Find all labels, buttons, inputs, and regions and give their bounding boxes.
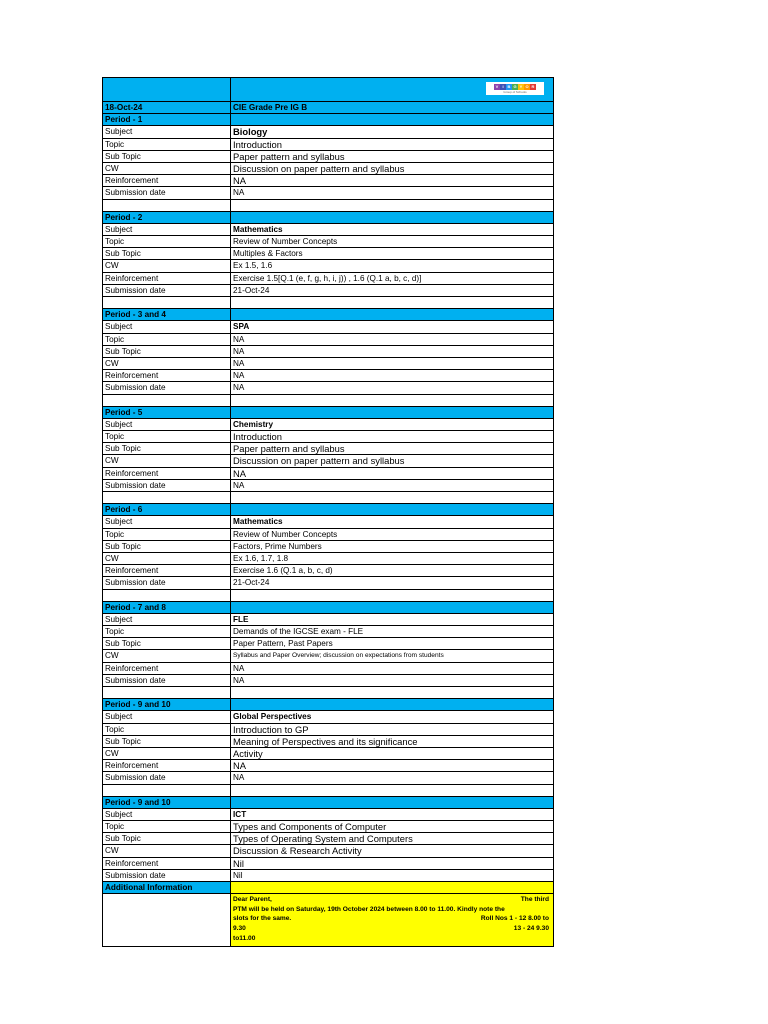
logo-letter: G [513, 83, 517, 89]
submission-value: 21-Oct-24 [230, 285, 554, 297]
period-submission-row [102, 285, 554, 297]
topic-value: Introduction to GP [230, 724, 554, 736]
submission-label: Submission date [102, 675, 230, 687]
submission-value: NA [230, 772, 554, 784]
sub-topic-value: Factors, Prime Numbers [230, 541, 554, 553]
sub-topic-value: NA [230, 346, 554, 358]
spacer-row [102, 687, 554, 699]
period-topic-row [102, 431, 554, 443]
reinforcement-value: NA [230, 370, 554, 382]
period-reinforcement-row [102, 175, 554, 187]
period-header-blank [230, 504, 554, 516]
subject-label: Subject [102, 419, 230, 431]
period-cw-row [102, 163, 554, 175]
cw-label: CW [102, 455, 230, 467]
period-sub-topic-row [102, 736, 554, 748]
period-header-blank [230, 797, 554, 809]
period-subject-row [102, 419, 554, 431]
subject-label: Subject [102, 711, 230, 723]
reinforcement-label: Reinforcement [102, 663, 230, 675]
submission-label: Submission date [102, 382, 230, 394]
submission-value: NA [230, 675, 554, 687]
spacer-row [102, 297, 554, 309]
ai-line3-right: Roll Nos 1 - 12 8.00 to [480, 915, 549, 923]
cw-value: Discussion on paper pattern and syllabus [230, 163, 554, 175]
period-title: Period - 9 and 10 [102, 797, 230, 809]
topic-label: Topic [102, 334, 230, 346]
period-title: Period - 5 [102, 407, 230, 419]
topic-label: Topic [102, 139, 230, 151]
sub-topic-value: Types of Operating System and Computers [230, 833, 554, 845]
period-sub-topic-row [102, 833, 554, 845]
period-cw-row [102, 553, 554, 565]
topic-value: Demands of the IGCSE exam - FLE [230, 626, 554, 638]
spacer-cell [230, 687, 554, 699]
school-logo [486, 82, 544, 95]
period-submission-row [102, 480, 554, 492]
logo-letter: O [525, 83, 529, 89]
reinforcement-label: Reinforcement [102, 760, 230, 772]
sub-topic-value: Paper Pattern, Past Papers [230, 638, 554, 650]
cw-label: CW [102, 163, 230, 175]
spacer-row [102, 200, 554, 212]
period-header-blank [230, 602, 554, 614]
additional-info-row [102, 894, 554, 947]
sub-topic-value: Meaning of Perspectives and its significance [230, 736, 554, 748]
submission-value: 21-Oct-24 [230, 577, 554, 589]
subject-value: Global Perspectives [230, 711, 554, 723]
period-reinforcement-row [102, 273, 554, 285]
sub-topic-label: Sub Topic [102, 833, 230, 845]
header-blank-cell [102, 77, 230, 102]
spacer-cell [102, 687, 230, 699]
period-sub-topic-row [102, 151, 554, 163]
period-reinforcement-row [102, 468, 554, 480]
ai-line2: PTM will be held on Saturday, 19th October 2024 between 8.00 to 11.00. Kindly note the [233, 905, 505, 913]
period-cw-row [102, 845, 554, 857]
period-subject-row [102, 126, 554, 138]
cw-value: NA [230, 358, 554, 370]
period-subject-row [102, 711, 554, 723]
period-cw-row [102, 358, 554, 370]
period-subject-row [102, 614, 554, 626]
reinforcement-value: Exercise 1.6 (Q.1 a, b, c, d) [230, 565, 554, 577]
header-logo-cell [230, 77, 554, 102]
period-submission-row [102, 772, 554, 784]
grade-cell: CIE Grade Pre IG B [230, 102, 554, 114]
additional-info-label: Additional Information [102, 882, 230, 894]
sub-topic-value: Paper pattern and syllabus [230, 151, 554, 163]
topic-value: Introduction [230, 431, 554, 443]
cw-value: Discussion on paper pattern and syllabus [230, 455, 554, 467]
spacer-cell [230, 200, 554, 212]
period-sub-topic-row [102, 541, 554, 553]
spacer-row [102, 395, 554, 407]
sub-topic-label: Sub Topic [102, 248, 230, 260]
period-cw-row [102, 650, 554, 662]
additional-info-text [230, 894, 554, 947]
period-header-row [102, 212, 554, 224]
period-header-row [102, 407, 554, 419]
reinforcement-value: Exercise 1.5[Q.1 (e, f, g, h, i, j)) , 1.6 (Q.1 a, b, c, d)] [230, 273, 554, 285]
cw-value: Syllabus and Paper Overview; discussion on expectations from students [230, 650, 554, 662]
period-topic-row [102, 529, 554, 541]
period-title: Period - 3 and 4 [102, 309, 230, 321]
period-cw-row [102, 748, 554, 760]
period-header-blank [230, 699, 554, 711]
period-sub-topic-row [102, 346, 554, 358]
topic-label: Topic [102, 236, 230, 248]
submission-value: Nil [230, 870, 554, 882]
subject-value: Mathematics [230, 516, 554, 528]
topic-label: Topic [102, 529, 230, 541]
topic-value: Review of Number Concepts [230, 529, 554, 541]
period-subject-row [102, 809, 554, 821]
ai-line1-left: Dear Parent, [233, 896, 272, 904]
topic-value: NA [230, 334, 554, 346]
subject-value: Chemistry [230, 419, 554, 431]
submission-value: NA [230, 382, 554, 394]
topic-label: Topic [102, 431, 230, 443]
submission-label: Submission date [102, 772, 230, 784]
period-topic-row [102, 139, 554, 151]
period-submission-row [102, 870, 554, 882]
reinforcement-value: NA [230, 468, 554, 480]
period-topic-row [102, 821, 554, 833]
period-sub-topic-row [102, 248, 554, 260]
cw-label: CW [102, 845, 230, 857]
period-submission-row [102, 577, 554, 589]
period-header-row [102, 504, 554, 516]
sub-topic-label: Sub Topic [102, 443, 230, 455]
reinforcement-label: Reinforcement [102, 273, 230, 285]
period-reinforcement-row [102, 858, 554, 870]
subject-value: SPA [230, 321, 554, 333]
reinforcement-value: NA [230, 175, 554, 187]
period-header-row [102, 309, 554, 321]
period-title: Period - 2 [102, 212, 230, 224]
sub-topic-value: Paper pattern and syllabus [230, 443, 554, 455]
period-cw-row [102, 455, 554, 467]
period-sub-topic-row [102, 638, 554, 650]
period-submission-row [102, 382, 554, 394]
cw-value: Activity [230, 748, 554, 760]
period-cw-row [102, 260, 554, 272]
reinforcement-label: Reinforcement [102, 565, 230, 577]
period-topic-row [102, 236, 554, 248]
period-header-row [102, 114, 554, 126]
spacer-cell [230, 297, 554, 309]
spacer-row [102, 785, 554, 797]
lesson-plan-sheet [102, 77, 554, 947]
period-topic-row [102, 626, 554, 638]
subject-label: Subject [102, 809, 230, 821]
topic-label: Topic [102, 821, 230, 833]
date-cell: 18-Oct-24 [102, 102, 230, 114]
spacer-cell [102, 395, 230, 407]
spacer-cell [102, 590, 230, 602]
sub-topic-value: Multiples & Factors [230, 248, 554, 260]
sub-topic-label: Sub Topic [102, 638, 230, 650]
reinforcement-value: NA [230, 760, 554, 772]
topic-value: Review of Number Concepts [230, 236, 554, 248]
cw-label: CW [102, 748, 230, 760]
period-topic-row [102, 724, 554, 736]
topic-value: Types and Components of Computer [230, 821, 554, 833]
period-title: Period - 1 [102, 114, 230, 126]
sub-topic-label: Sub Topic [102, 736, 230, 748]
cw-value: Discussion & Research Activity [230, 845, 554, 857]
period-header-blank [230, 309, 554, 321]
periods-container [102, 114, 554, 882]
period-topic-row [102, 334, 554, 346]
cw-value: Ex 1.6, 1.7, 1.8 [230, 553, 554, 565]
cw-label: CW [102, 553, 230, 565]
spacer-cell [102, 297, 230, 309]
period-submission-row [102, 675, 554, 687]
logo-letter: R [531, 83, 535, 89]
period-sub-topic-row [102, 443, 554, 455]
spacer-cell [102, 492, 230, 504]
ai-line1-right: The third [520, 896, 549, 904]
reinforcement-label: Reinforcement [102, 175, 230, 187]
cw-label: CW [102, 358, 230, 370]
reinforcement-value: Nil [230, 858, 554, 870]
spacer-row [102, 590, 554, 602]
logo-subtitle: Group of Schools [503, 89, 527, 94]
spacer-cell [230, 492, 554, 504]
ai-line4-left: 9.30 [233, 924, 246, 932]
submission-label: Submission date [102, 285, 230, 297]
period-submission-row [102, 187, 554, 199]
spacer-cell [230, 590, 554, 602]
spacer-row [102, 492, 554, 504]
logo-letter: B [507, 83, 511, 89]
period-subject-row [102, 321, 554, 333]
spacer-cell [230, 785, 554, 797]
sub-topic-label: Sub Topic [102, 346, 230, 358]
submission-value: NA [230, 187, 554, 199]
submission-label: Submission date [102, 480, 230, 492]
period-reinforcement-row [102, 760, 554, 772]
reinforcement-label: Reinforcement [102, 370, 230, 382]
subject-value: Mathematics [230, 224, 554, 236]
subject-label: Subject [102, 126, 230, 138]
date-grade-row [102, 102, 554, 114]
sheet-header-row [102, 77, 554, 102]
logo-letter: I [500, 84, 506, 90]
spacer-cell [102, 785, 230, 797]
ai-line3-left: slots for the same. [233, 915, 292, 923]
topic-label: Topic [102, 724, 230, 736]
subject-label: Subject [102, 224, 230, 236]
cw-label: CW [102, 650, 230, 662]
additional-info-top-cell [230, 882, 554, 894]
subject-label: Subject [102, 614, 230, 626]
subject-value: ICT [230, 809, 554, 821]
topic-label: Topic [102, 626, 230, 638]
period-title: Period - 7 and 8 [102, 602, 230, 614]
submission-label: Submission date [102, 577, 230, 589]
ai-line4-right: 13 - 24 9.30 [513, 924, 549, 932]
subject-value: Biology [230, 126, 554, 138]
period-header-row [102, 699, 554, 711]
period-header-row [102, 602, 554, 614]
period-header-blank [230, 212, 554, 224]
spacer-cell [230, 395, 554, 407]
period-reinforcement-row [102, 663, 554, 675]
submission-value: NA [230, 480, 554, 492]
submission-label: Submission date [102, 187, 230, 199]
period-title: Period - 6 [102, 504, 230, 516]
sub-topic-label: Sub Topic [102, 151, 230, 163]
logo-letter: Y [519, 83, 523, 89]
period-subject-row [102, 224, 554, 236]
subject-label: Subject [102, 321, 230, 333]
cw-value: Ex 1.5, 1.6 [230, 260, 554, 272]
subject-label: Subject [102, 516, 230, 528]
period-subject-row [102, 516, 554, 528]
period-header-blank [230, 407, 554, 419]
period-reinforcement-row [102, 370, 554, 382]
topic-value: Introduction [230, 139, 554, 151]
period-title: Period - 9 and 10 [102, 699, 230, 711]
additional-info-blank [102, 894, 230, 947]
logo-letter: V [495, 83, 499, 89]
additional-info-header-row [102, 882, 554, 894]
reinforcement-label: Reinforcement [102, 468, 230, 480]
period-reinforcement-row [102, 565, 554, 577]
spacer-cell [102, 200, 230, 212]
sub-topic-label: Sub Topic [102, 541, 230, 553]
submission-label: Submission date [102, 870, 230, 882]
ai-line5: to11.00 [233, 934, 256, 942]
subject-value: FLE [230, 614, 554, 626]
reinforcement-label: Reinforcement [102, 858, 230, 870]
cw-label: CW [102, 260, 230, 272]
period-header-row [102, 797, 554, 809]
reinforcement-value: NA [230, 663, 554, 675]
period-header-blank [230, 114, 554, 126]
